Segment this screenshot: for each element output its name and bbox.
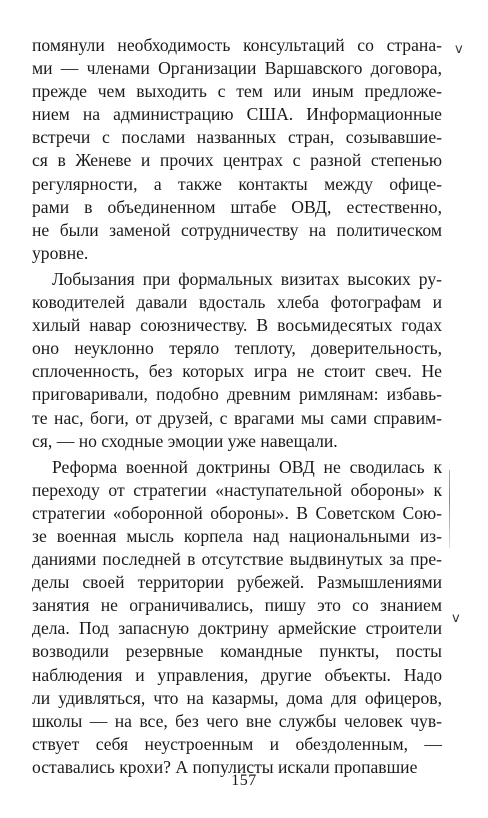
text-line: даниями последней в отсутствие выдвинутых за пре- [32, 549, 442, 570]
text-line: наблюдения и управления, другие объекты. Надо [32, 664, 442, 685]
paragraph [32, 34, 442, 265]
text-line: ся, — но сходные эмоции уже навещали. [32, 430, 338, 451]
text-line: встречи с послами названных стран, созывавшие- [32, 127, 442, 148]
text-line: зе военная мысль корпела над национальными из- [32, 525, 442, 546]
text-line: переходу от стратегии «наступательной обороны» к [32, 479, 442, 500]
text-line: оставались крохи? А популисты искали пропавшие [32, 756, 418, 777]
text-line: те нас, боги, от друзей, с врагами мы сами справим- [32, 407, 442, 428]
paragraph [32, 268, 442, 453]
text-line: ли удивляться, что на казармы, дома для офицеров, [32, 687, 442, 708]
text-line: рами в объединенном штабе ОВД, естественно, [32, 196, 442, 217]
text-line: помянули необходимость консультаций со страна- [32, 35, 442, 55]
text-line: ствует себя неустроенным и обездоленным, — [32, 733, 442, 754]
text-line: делы своей территории рубежей. Размышлениями [32, 572, 442, 593]
text-line: Лобызания при формальных визитах высоких ру- [52, 268, 442, 289]
text-line: регулярности, а также контакты между офице- [32, 173, 442, 194]
text-line: ми — членами Организации Варшавского договора, [32, 58, 442, 79]
margin-pencil-line [449, 470, 450, 548]
text-line: стратегии «оборонной обороны». В Советском Сою- [32, 502, 442, 523]
text-line: нием на администрацию США. Информационные [32, 104, 442, 125]
text-line: хилый навар союзничеству. В восьмидесятых годах [32, 315, 442, 336]
margin-check-mark: v [455, 42, 463, 57]
text-line: занятия не ограничивались, пишу это со знанием [32, 595, 442, 616]
text-line: ководителей давали вдосталь хлеба фотографам и [32, 292, 442, 313]
text-line: оно неуклонно теряло теплоту, доверительность, [32, 338, 442, 359]
paragraph [32, 456, 442, 779]
text-line: дела. Под запасную доктрину армейские строители [32, 618, 442, 639]
text-line: уровне. [32, 242, 89, 263]
text-line: приговаривали, подобно древним римлянам: избавь- [32, 384, 442, 405]
text-line: прежде чем выходить с тем или иным предложе- [32, 81, 442, 102]
page-number: 157 [231, 772, 257, 789]
text-line: сплоченность, без которых игра не стоит свеч. Не [32, 361, 442, 382]
text-line: школы — на все, без чего вне службы человек чув- [32, 710, 442, 731]
text-line: Реформа военной доктрины ОВД не сводилась к [52, 456, 442, 477]
margin-check-mark: v [452, 611, 460, 626]
text-line: ся в Женеве и прочих центрах с разной степенью [32, 150, 442, 171]
text-line: не были заменой сотрудничеству на политическом [32, 219, 442, 240]
text-line: возводили резервные командные пункты, посты [32, 641, 442, 662]
body-text [32, 34, 442, 779]
